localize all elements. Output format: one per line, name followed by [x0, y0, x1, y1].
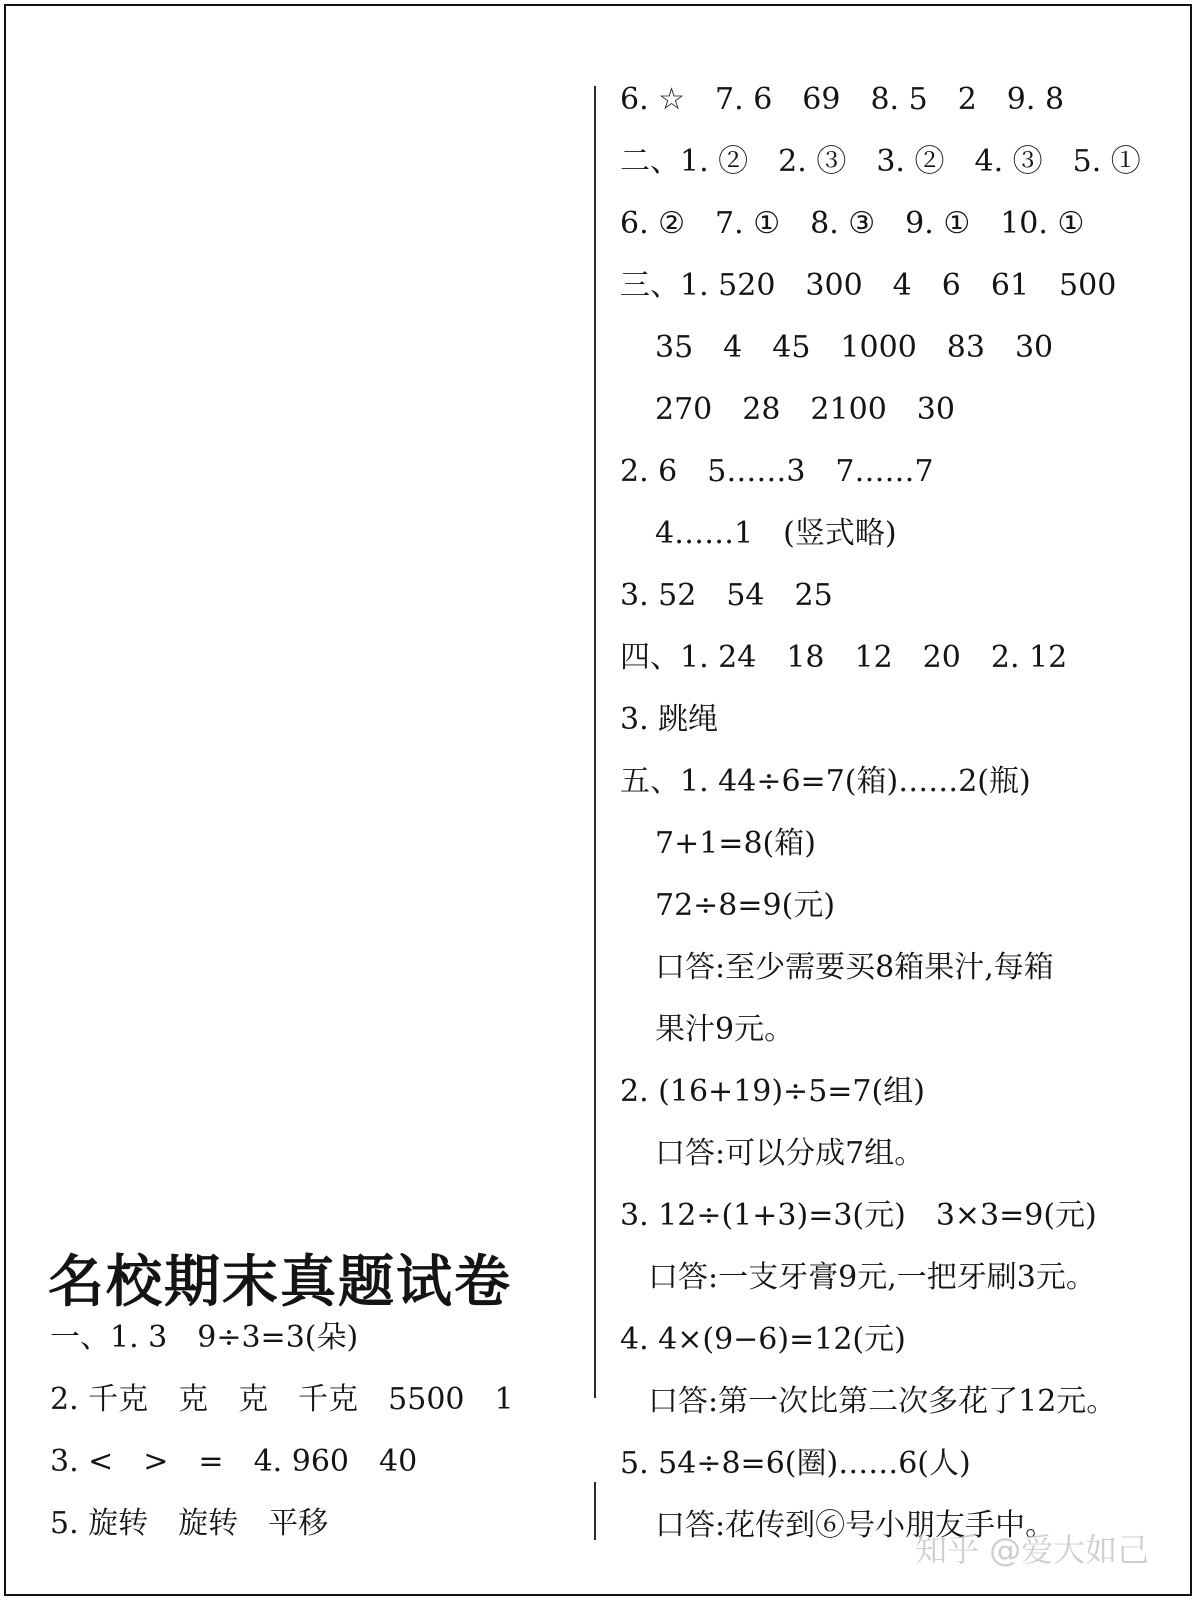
answer-line: 口答:一支牙膏9元,一把牙刷3元。	[648, 1260, 1096, 1295]
answer-line: 72÷8=9(元)	[655, 888, 836, 923]
answer-line: 四、1. 24 18 12 20 2. 12	[620, 640, 1068, 675]
answer-line: 4. 4×(9−6)=12(元)	[620, 1322, 906, 1357]
answer-line: 4……1 (竖式略)	[655, 516, 897, 551]
answer-line: 3. 52 54 25	[620, 578, 833, 613]
answer-line: 口答:可以分成7组。	[655, 1136, 925, 1171]
answer-line: 6. ☆ 7. 6 69 8. 5 2 9. 8	[620, 82, 1065, 117]
answer-line: 五、1. 44÷6=7(箱)……2(瓶)	[620, 764, 1031, 799]
answer-line: 二、1. ② 2. ③ 3. ② 4. ③ 5. ①	[620, 144, 1141, 179]
answer-line: 7+1=8(箱)	[655, 826, 816, 861]
answer-line: 3. 跳绳	[620, 702, 719, 737]
answer-line: 果汁9元。	[655, 1012, 795, 1047]
watermark: 知乎 @爱大如己	[915, 1531, 1150, 1569]
answer-line: 口答:至少需要买8箱果汁,每箱	[655, 950, 1054, 985]
section-title: 名校期末真题试卷	[48, 1250, 512, 1315]
column-divider	[594, 86, 596, 1398]
answer-line: 5. 54÷8=6(圈)……6(人)	[620, 1446, 971, 1481]
answer-line: 270 28 2100 30	[655, 392, 955, 427]
answer-line: 6. ② 7. ① 8. ③ 9. ① 10. ①	[620, 206, 1085, 241]
answer-line: 35 4 45 1000 83 30	[655, 330, 1054, 365]
answer-line: 3. < > = 4. 960 40	[50, 1444, 418, 1479]
answer-line: 2. 6 5……3 7……7	[620, 454, 934, 489]
answer-line: 2. (16+19)÷5=7(组)	[620, 1074, 925, 1109]
answer-line: 口答:第一次比第二次多花了12元。	[648, 1384, 1117, 1419]
answer-line: 3. 12÷(1+3)=3(元) 3×3=9(元)	[620, 1198, 1097, 1233]
column-divider-lower	[594, 1482, 596, 1540]
answer-line: 一、1. 3 9÷3=3(朵)	[50, 1320, 359, 1355]
answer-line: 5. 旋转 旋转 平移	[50, 1506, 329, 1541]
answer-line: 2. 千克 克 克 千克 5500 1	[50, 1382, 514, 1417]
answer-line: 口答:花传到⑥号小朋友手中。	[655, 1508, 1056, 1543]
answer-line: 三、1. 520 300 4 6 61 500	[620, 268, 1117, 303]
